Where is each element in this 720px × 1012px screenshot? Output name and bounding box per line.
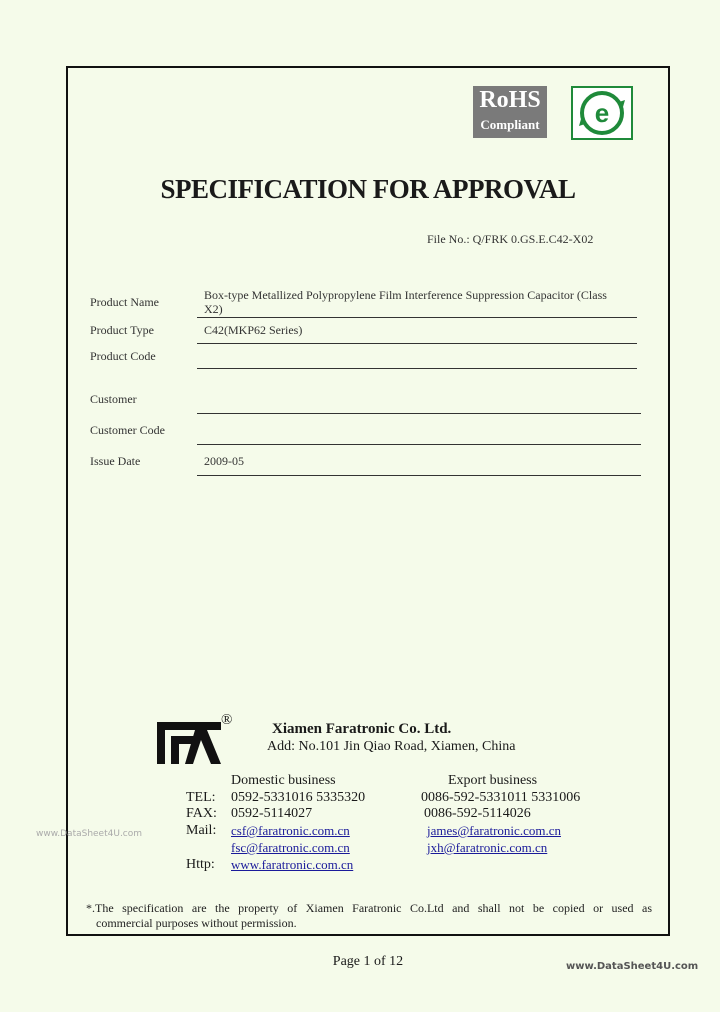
watermark-right[interactable]: www.DataSheet4U.com [566,961,699,972]
mail-export-link-1[interactable]: james@faratronic.com.cn [427,823,561,838]
product-code-label: Product Code [90,349,156,363]
company-address: Add: No.101 Jin Qiao Road, Xiamen, China [267,739,516,754]
product-type-label: Product Type [90,323,154,337]
copyright-note [86,901,652,931]
mail-domestic-link-1[interactable]: csf@faratronic.com.cn [231,823,350,838]
note-line-1: *.The specification are the property of Xiamen Faratronic Co.Ltd and shall not be copied or used as [86,901,652,915]
export-business-header: Export business [448,773,538,788]
rohs-badge [473,86,547,138]
note-line-2: commercial purposes without permission. [96,916,297,930]
issue-date-value: 2009-05 [204,454,244,468]
document-title: SPECIFICATION FOR APPROVAL [160,174,576,204]
tel-export: 0086-592-5331011 5331006 [421,790,581,805]
mail-domestic-link-2[interactable]: fsc@faratronic.com.cn [231,840,350,855]
tel-label: TEL: [186,790,216,805]
eco-logo-icon [571,86,633,140]
product-type-value: C42(MKP62 Series) [204,323,303,337]
customer-code-underline [197,444,641,445]
file-number: File No.: Q/FRK 0.GS.E.C42-X02 [427,232,594,246]
tel-domestic: 0592-5331016 5335320 [231,790,366,805]
rohs-badge-title: RoHS [479,87,541,113]
product-name-underline [197,317,637,318]
customer-label: Customer [90,392,137,406]
http-label: Http: [186,857,215,872]
mail-export-link-2[interactable]: jxh@faratronic.com.cn [427,840,548,855]
company-name: Xiamen Faratronic Co. Ltd. [272,721,452,737]
fax-domestic: 0592-5114027 [231,806,313,821]
fax-label: FAX: [186,806,217,821]
rohs-badge-subtitle: Compliant [480,117,540,132]
issue-date-label: Issue Date [90,454,141,468]
product-name-value-line2: X2) [204,302,223,316]
domestic-business-header: Domestic business [231,773,336,788]
issue-date-underline [197,475,641,476]
mail-label: Mail: [186,823,217,838]
product-code-underline [197,368,637,369]
registered-mark: ® [221,712,233,728]
faratronic-logo-icon [157,720,221,764]
product-name-label: Product Name [90,295,159,309]
product-type-underline [197,343,637,344]
product-name-value-line1: Box-type Metallized Polypropylene Film Interference Suppression Capacitor (Class [204,288,607,302]
page-number: Page 1 of 12 [332,954,404,969]
website-link[interactable]: www.faratronic.com.cn [231,857,354,872]
customer-underline [197,413,641,414]
customer-code-label: Customer Code [90,423,165,437]
fax-export: 0086-592-5114026 [424,806,531,821]
svg-text:e: e [594,98,610,128]
watermark-left: www.DataSheet4U.com [36,829,143,839]
